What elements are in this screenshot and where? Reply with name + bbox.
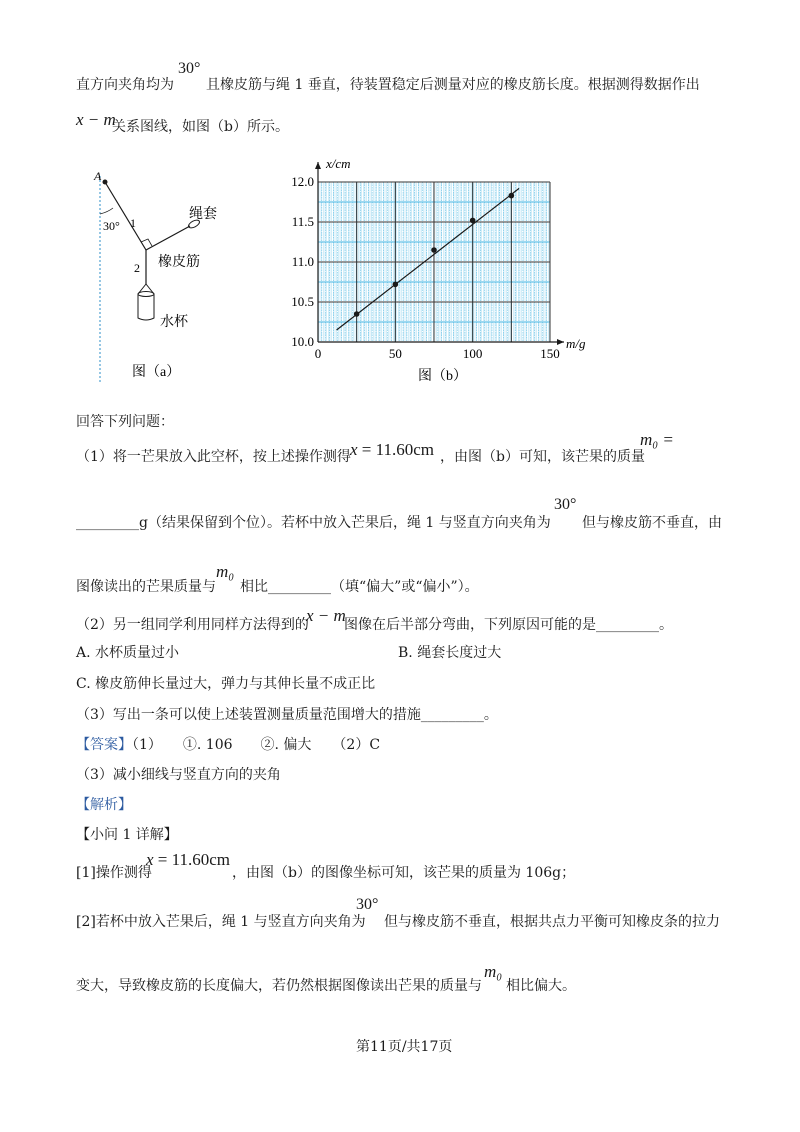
cup-body: [138, 294, 154, 320]
figure-a: [86, 162, 236, 387]
question-3: （3）写出一条可以使上述装置测量质量范围增大的措施_________。: [76, 707, 498, 723]
text-segment: ，由图（b）的图像坐标可知，该芒果的质量为 106g；: [232, 865, 576, 881]
text-segment: （2）另一组同学利用同样方法得到的: [76, 617, 309, 633]
y-tick-label: 11.5: [291, 214, 314, 229]
x-tick-label: 100: [462, 346, 483, 361]
math-m0: m₀: [216, 562, 235, 581]
x-axis-arrow: [557, 339, 564, 345]
data-point: [354, 311, 360, 317]
analysis-tag: 【解析】: [76, 797, 132, 813]
angle-value: 30°: [178, 60, 201, 77]
x-tick-label: 150: [540, 346, 560, 361]
band-label: 橡皮筋: [158, 255, 200, 270]
text-segment: 关系图线，如图（b）所示。: [112, 119, 289, 135]
text-segment: _________g（结果保留到个位）。若杯中放入芒果后，绳 1 与竖直方向夹角为: [76, 515, 551, 531]
option-a: A. 水杯质量过小: [76, 645, 180, 661]
text-segment: 相比偏大。: [506, 978, 576, 994]
y-tick-label: 10.5: [291, 294, 314, 309]
page-footer: 第11页/共17页: [356, 1039, 453, 1055]
answer-3: （3）减小细线与竖直方向的夹角: [76, 767, 281, 783]
angle-label: 30°: [103, 219, 120, 233]
math-m0: m₀: [484, 962, 503, 981]
angle-value: 30°: [554, 496, 577, 513]
text-segment: （1）将一芒果放入此空杯，按上述操作测得: [76, 449, 351, 465]
text-segment: [1]操作测得: [76, 865, 152, 881]
text-segment: 图像在后半部分弯曲，下列原因可能的是_________。: [344, 617, 673, 633]
option-b: B. 绳套长度过大: [398, 645, 502, 661]
answer-intro: 回答下列问题：: [76, 414, 174, 430]
y-axis-arrow: [315, 162, 321, 169]
data-point: [431, 247, 437, 253]
text-segment: 且橡皮筋与绳 1 垂直，待装置稳定后测量对应的橡皮筋长度。根据测得数据作出: [206, 77, 700, 93]
math-x-value: x = 11.60cm: [146, 850, 231, 869]
figure-a-caption: 图（a）: [132, 365, 181, 380]
subquestion-tag: 【小问 1 详解】: [76, 827, 178, 843]
data-point: [470, 218, 476, 224]
math-x-m: x − m: [76, 110, 116, 129]
text-segment: 但与橡皮筋不垂直，根据共点力平衡可知橡皮条的拉力: [384, 914, 720, 930]
data-point: [393, 282, 399, 288]
math-m0: m₀ =: [640, 430, 674, 449]
math-x-m: x − m: [306, 606, 346, 625]
x-axis-label: m/g: [566, 336, 586, 351]
rubber-band: [146, 226, 190, 250]
text-segment: [2]若杯中放入芒果后，绳 1 与竖直方向夹角为: [76, 914, 366, 930]
fit-line: [337, 188, 520, 330]
answer-line: [76, 734, 380, 754]
text-segment: 但与橡皮筋不垂直，由: [582, 515, 722, 531]
y-tick-label: 10.0: [291, 334, 314, 349]
text-line-1: [76, 74, 174, 94]
data-point: [509, 193, 515, 199]
math-x-value: x = 11.60cm: [350, 440, 435, 459]
y-axis-label: x/cm: [326, 156, 351, 171]
figure-b-chart: [278, 150, 618, 388]
fit-line-group: [337, 188, 520, 330]
loop-label: 绳套: [189, 207, 217, 222]
cup-rim: [138, 292, 154, 297]
text-segment: ，由图（b）可知，该芒果的质量: [440, 449, 645, 465]
rope-1: [105, 182, 146, 250]
text-segment: 直方向夹角均为: [76, 77, 174, 93]
answer-tag: 【答案】: [76, 737, 132, 753]
text-segment: 相比_________（填“偏大”或“偏小”）。: [240, 579, 479, 595]
label-a: A: [94, 169, 102, 183]
text-segment: 图像读出的芒果质量与: [76, 579, 216, 595]
y-tick-label: 12.0: [291, 174, 314, 189]
angle-arc: [100, 208, 113, 214]
x-tick-label: 0: [314, 346, 322, 361]
x-tick-label: 50: [388, 346, 402, 361]
option-c: C. 橡皮筋伸长量过大，弹力与其伸长量不成正比: [76, 676, 376, 692]
figure-b-caption: 图（b）: [418, 369, 467, 384]
text-segment: 变大，导致橡皮筋的长度偏大，若仍然根据图像读出芒果的质量与: [76, 978, 482, 994]
cup-label: 水杯: [160, 315, 188, 330]
rope-1-label: 1: [130, 216, 136, 230]
y-tick-label: 11.0: [291, 254, 314, 269]
rope-2-label: 2: [134, 261, 140, 275]
angle-value: 30°: [356, 896, 379, 913]
answer-text: （1） ①. 106 ②. 偏大 （2）C: [132, 737, 381, 753]
